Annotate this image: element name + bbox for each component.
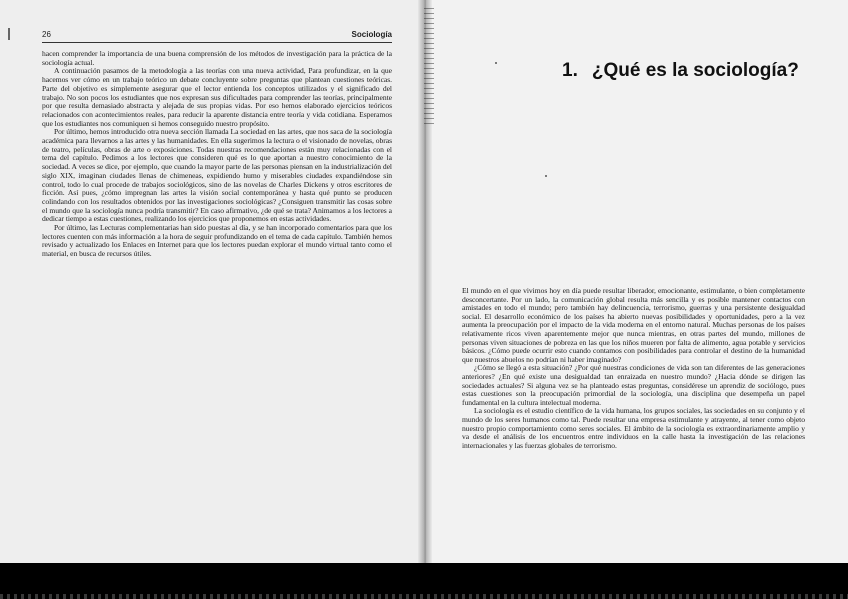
page-number: 26 — [42, 30, 51, 39]
paragraph: hacen comprender la importancia de una buena comprensión de los métodos de investigación para la práctica de la sociología actual. — [42, 49, 392, 67]
paragraph: La sociología es el estudio científico de la vida humana, los grupos sociales, las sociedades en su conjunto y el mundo de los seres humanos como tal. Puede resultar una empresa estimulante y atrayente, al tener como objeto nuestro propio comportamiento como seres sociales. El ámbito de la sociología es extraordinariamente amplio y va desde el análisis de los encuentros entre individuos en la calle hasta la investigación de las relaciones internacionales y las fuerzas globales de terrorismo. — [462, 406, 805, 450]
running-head: Sociología — [351, 30, 392, 39]
body-text-right — [462, 287, 805, 450]
chapter-number: 1. — [562, 60, 578, 81]
chapter-heading — [562, 60, 812, 86]
margin-mark — [8, 28, 10, 40]
paragraph: ¿Cómo se llegó a esta situación? ¿Por qué nuestras condiciones de vida son tan diferentes de las generaciones anteriores? ¿En qué existe una desigualdad tan enraizada en nuestro mundo? ¿Hacia dónde se dirigen las sociedades actuales? Si alguna vez se ha planteado estas preguntas, considérese un aprendiz de sociólogo, pues estas cuestiones son la preocupación primordial de la sociología, una disciplina que desempeña un papel fundamental en la cultura intelectual moderna. — [462, 363, 805, 407]
chapter-title: ¿Qué es la sociología? — [591, 60, 799, 81]
paragraph: A continuación pasamos de la metodología a las teorías con una nueva actividad, Para profundizar, en la que hacemos ver cómo en un trabajo teórico un debate concluyente sobre preguntas que plantean cuestiones teóricas. Parte del objetivo es simplemente asegurar que el lector entienda los conceptos utilizados y el significado del trabajo. No son pocos los estudiantes que nos expresan sus dificultades para comprender las teorías, principalmente por que resulta demasiado abstracta y alejada de sus propias vidas. Por eso hemos elaborado ejercicios teóricos relacionados con acontecimientos reales, para reducir la aparente distancia entre teoría y vida cotidiana. Esperamos que los estudiantes nos comuniquen si hemos conseguido nuestro propósito. — [42, 66, 392, 128]
scan-speck — [545, 175, 547, 177]
scan-speck — [495, 62, 497, 64]
header-rule — [42, 42, 392, 43]
left-page — [0, 0, 425, 563]
gutter-binding-marks — [424, 8, 434, 128]
scan-edge-noise — [0, 594, 848, 599]
body-text-left — [42, 50, 392, 259]
paragraph: El mundo en el que vivimos hoy en día puede resultar liberador, emocionante, estimulante, o bien completamente desconcertante. Por un lado, la comunicación global resulta más sencilla y es posible mantener contactos con amistades en todo el mundo; pero también hay delincuencia, terrorismo, guerras y una persistente desigualdad social. El desarrollo económico de los países ha abierto nuevas posibilidades y oportunidades, pero a la vez aumenta la preocupación por el impacto de la vida moderna en el entorno natural. Muchas personas de los países relativamente ricos viven aparentemente mejor que nunca mientras, en otras partes del mundo, millones de personas viven situaciones de pobreza en las que los niños mueren por falta de alimento, agua potable y servicios básicos. ¿Cómo puede ocurrir esto cuando contamos con posibilidades para controlar el destino de la humanidad que nuestros abuelos no podrían ni haber imaginado? — [462, 286, 805, 364]
paragraph: Por último, hemos introducido otra nueva sección llamada La sociedad en las artes, que nos saca de la sociología académica para llevarnos a las artes y las humanidades. En ella sugerimos la lectura o el visionado de novelas, obras de teatro, películas, obras de arte o exposiciones. Todas nuestras recomendaciones están muy relacionadas con el tema del capítulo. Pedimos a los lectores que consideren qué es lo que aportan a nuestro conocimiento de la sociedad. A veces se dice, por ejemplo, que cuando la mayor parte de las personas piensan en la industrialización del siglo XIX, imaginan ciudades llenas de chimeneas, expidiendo humo y miserables ciudades expandiéndose sin control, todo lo cual procede de trabajos sociológicos, sino de las novelas de Charles Dickens y otros escritores de ficción. Así pues, ¿cómo impregnan las artes la visión social contemporánea y hasta qué punto se producen colindando con los resultados obtenidos por las investigaciones sociológicas? ¿Consiguen transmitir las cosas sobre el mundo que la sociología nunca podría transmitir? En caso afirmativo, ¿de qué se trata? Animamos a los lectores a dedicar tiempo a estas cuestiones, realizando los ejercicios que proponemos en estas actividades. — [42, 127, 392, 224]
page-header — [42, 30, 392, 42]
paragraph: Por último, las Lecturas complementarias han sido puestas al día, y se han incorporado comentarios para que los lectores cuenten con más información a la hora de seguir profundizando en el tema de cada capítulo. También hemos revisado y actualizado los Enlaces en Internet para que los lectores puedan explorar el mundo virtual tanto como el material, en busca de recursos útiles. — [42, 223, 392, 259]
